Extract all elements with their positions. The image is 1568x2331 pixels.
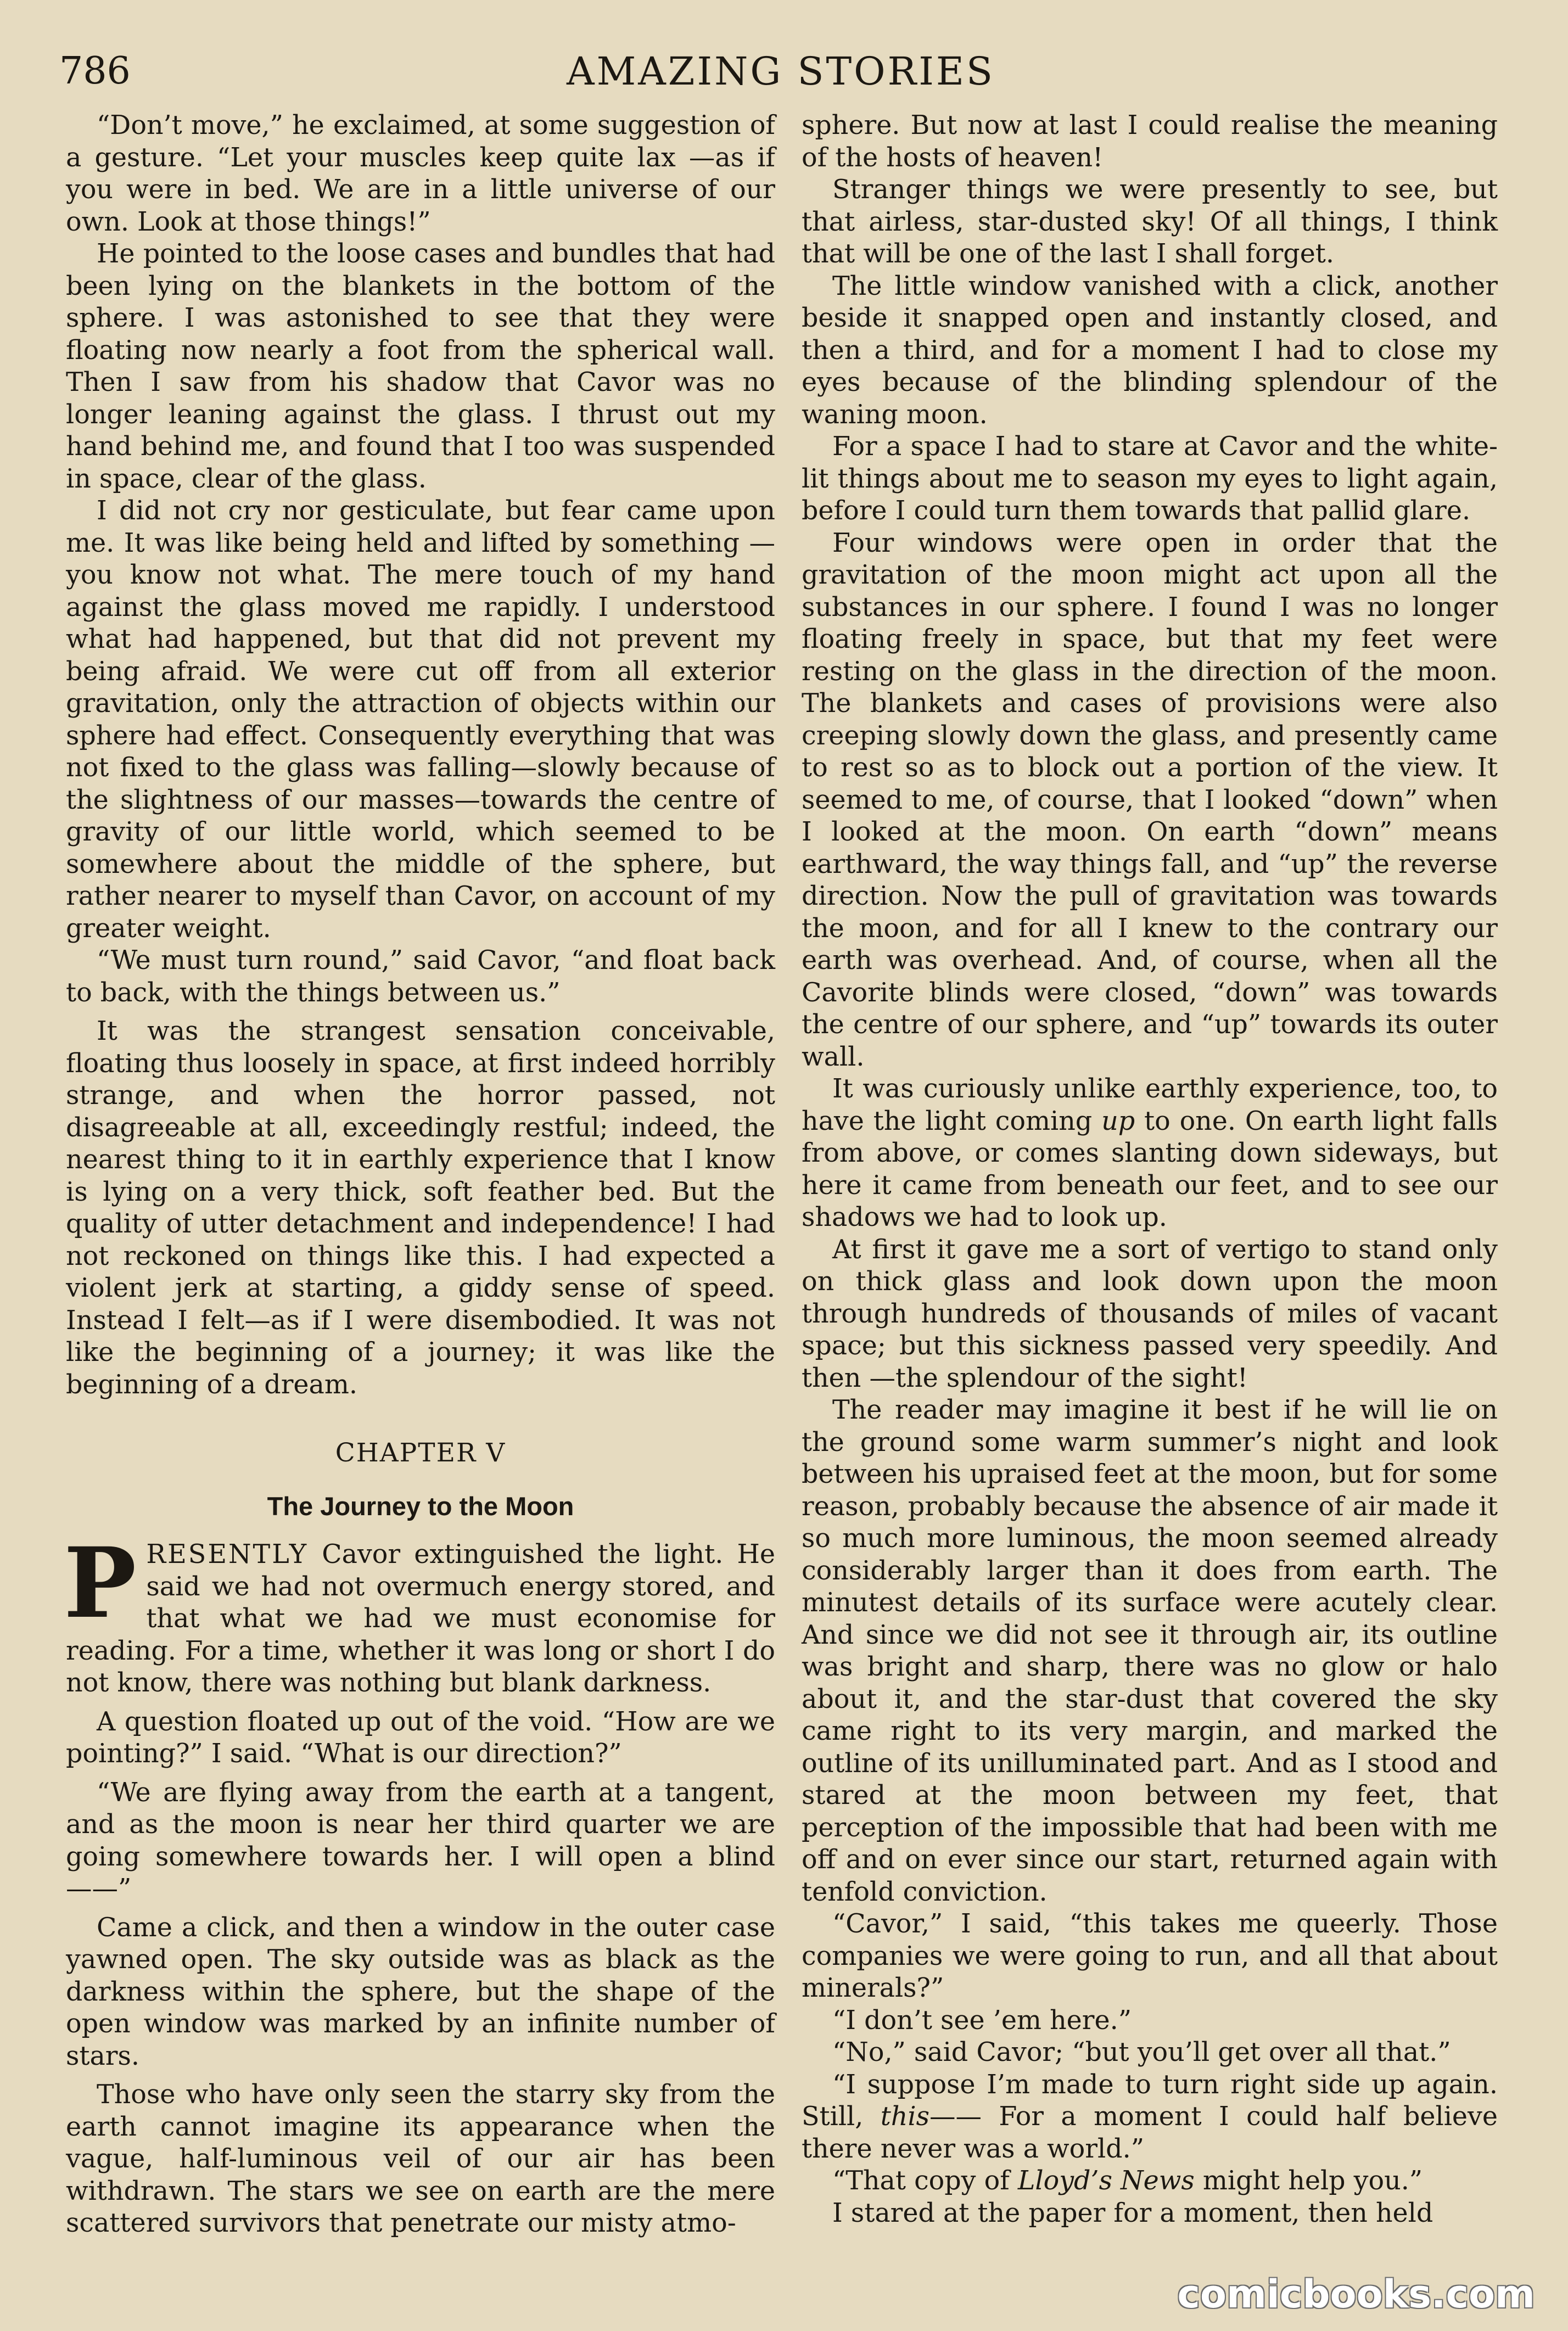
paragraph: sphere. But now at last I could realise the meaning of the hosts of heaven! xyxy=(802,110,1498,173)
paragraph: “We are flying away from the earth at a tangent, and as the moon is near her third quarter we are going somewhere towards her. I will open a blind——” xyxy=(66,1777,775,1904)
paragraph: I did not cry nor gesticulate, but fear came upon me. It was like being held and lifted by something —you know not what. The mere touch of my hand against the glass moved me rapidly. I understood what had happened, but that did not prevent my being afraid. We were cut off from all exterior gravitation, only the attraction of objects within our sphere had effect. Consequently everything that was not fixed to the glass was falling—slowly because of the slightness of our masses—towards the centre of gravity of our little world, which seemed to be somewhere about the middle of the sphere, but rather nearer to myself than Cavor, on account of my greater weight. xyxy=(66,496,775,944)
paragraph: The little window vanished with a click, another beside it snapped open and instantly closed, and then a third, and for a moment I had to close my eyes because of the blinding splendour of the waning moon. xyxy=(802,271,1498,430)
running-title: AMAZING STORIES xyxy=(567,49,995,94)
paragraph: Came a click, and then a window in the outer case yawned open. The sky outside was as black as the darkness within the sphere, but the shape of the open window was marked by an infinite number of stars. xyxy=(66,1912,775,2071)
paragraph: A question floated up out of the void. “How are we pointing?” I said. “What is our direction?” xyxy=(66,1706,775,1769)
chapter-heading: CHAPTER V xyxy=(335,1438,506,1468)
paragraph: At first it gave me a sort of vertigo to stand only on thick glass and look down upon the moon through hundreds of thousands of miles of vacant space; but this sickness passed very speedily. And then —the splendour of the sight! xyxy=(802,1234,1498,1393)
text-run: to one. On earth light falls from above, or comes slanting down sideways, but here it came from beneath our feet, and to see our shadows we had to look up. xyxy=(802,1106,1498,1232)
left-column xyxy=(66,110,775,2240)
paragraph: Stranger things we were presently to see, but that airless, star-dusted sky! Of all things, I think that will be one of the last I shall forget. xyxy=(802,175,1498,269)
italic-text: Lloyd’s News xyxy=(1017,2166,1195,2196)
paragraph: Four windows were open in order that the gravitation of the moon might act upon all the substances in our sphere. I found I was no longer floating freely in space, but that my feet were resting on the glass in the direction of the moon. The blankets and cases of provisions were also creeping slowly down the glass, and presently came to rest so as to block out a portion of the view. It seemed to me, of course, that I looked “down” when I looked at the moon. On earth “down” means earthward, the way things fall, and “up” the reverse direction. Now the pull of gravitation was towards the moon, and for all I knew to the contrary our earth was overhead. And, of course, when all the Cavorite blinds were closed, “down” was towards the centre of our sphere, and “up” towards its outer wall. xyxy=(802,528,1498,1072)
page-number: 786 xyxy=(59,49,131,93)
paragraph: It was the strangest sensation conceivable, floating thus loosely in space, at first indeed horribly strange, and when the horror passed, not disagreeable at all, exceedingly restful; indeed, the nearest thing to it in earthly experience that I know is lying on a very thick, soft feather bed. But the quality of utter detachment and independence! I had not reckoned on things like this. I had expected a violent jerk at starting, a giddy sense of speed. Instead I felt—as if I were disembodied. It was not like the beginning of a journey; it was like the beginning of a dream. xyxy=(66,1016,775,1400)
text-run: —— For a moment I could half believe there never was a world.” xyxy=(802,2102,1498,2164)
first-paragraph-text: Cavor extinguished the light. He said we had not overmuch energy stored, and that what we had we must economise for reading. For a time, whether it was long or short I do not know, there was nothing but blank darkness. xyxy=(66,1539,775,1698)
paragraph: Those who have only seen the starry sky from the earth cannot imagine its appearance when the vague, half-luminous veil of our air has been withdrawn. The stars we see on earth are the mere scattered survivors that penetrate our misty atmo- xyxy=(66,2080,775,2238)
chapter-first-paragraph xyxy=(64,1526,775,1700)
text-run: “I suppose I’m made to turn right side up again. Still, xyxy=(802,2069,1498,2132)
paragraph: “Don’t move,” he exclaimed, at some suggestion of a gesture. “Let your muscles keep quite lax —as if you were in bed. We are in a little universe of our own. Look at those things!” xyxy=(66,110,775,237)
text-run: It was curiously unlike earthly experience, too, to have the light coming xyxy=(802,1074,1498,1136)
right-column xyxy=(802,110,1498,2229)
paragraph: He pointed to the loose cases and bundles that had been lying on the blankets in the bottom of the sphere. I was astonished to see that they were floating now nearly a foot from the spherical wall. Then I saw from his shadow that Cavor was no longer leaning against the glass. I thrust out my hand behind me, and found that I too was suspended in space, clear of the glass. xyxy=(66,239,775,494)
drop-cap: P xyxy=(64,1526,137,1640)
paragraph: “I don’t see ’em here.” xyxy=(832,2005,1132,2036)
paragraph: “We must turn round,” said Cavor, “and float back to back, with the things between us.” xyxy=(66,945,775,1008)
paragraph: For a space I had to stare at Cavor and the white-lit things about me to season my eyes to light again, before I could turn them towards that pallid glare. xyxy=(802,432,1498,526)
page-header xyxy=(59,44,1502,99)
opening-word: RESENTLY xyxy=(146,1539,309,1570)
paragraph xyxy=(802,2165,1498,2198)
paragraph: “No,” said Cavor; “but you’ll get over all that.” xyxy=(832,2037,1451,2067)
watermark: comicbooks.com xyxy=(1177,2272,1535,2317)
text-run: “That copy of xyxy=(832,2166,1018,2196)
chapter-title: The Journey to the Moon xyxy=(267,1491,574,1521)
paragraph: “Cavor,” I said, “this takes me queerly. Those companies we were going to run, and all that about minerals?” xyxy=(802,1909,1498,2003)
paragraph xyxy=(802,1073,1498,1234)
text-run: might help you.” xyxy=(1194,2166,1423,2196)
italic-text: up xyxy=(1101,1106,1135,1136)
paragraph xyxy=(802,2069,1498,2166)
paragraph: I stared at the paper for a moment, then held xyxy=(832,2198,1433,2228)
italic-text: this xyxy=(880,2102,929,2132)
paragraph: The reader may imagine it best if he will lie on the ground some warm summer’s night and look between his upraised feet at the moon, but for some reason, probably because the absence of air made it so much more luminous, the moon seemed already considerably larger than it does from earth. The minutest details of its surface were acutely clear. And since we did not see it through air, its outline was bright and sharp, there was no glow or halo about it, and the star-dust that covered the sky came right to its very margin, and marked the outline of its unilluminated part. And as I stood and stared at the moon between my feet, that perception of the impossible that had been with me off and on ever since our start, returned again with tenfold conviction. xyxy=(802,1395,1498,1907)
